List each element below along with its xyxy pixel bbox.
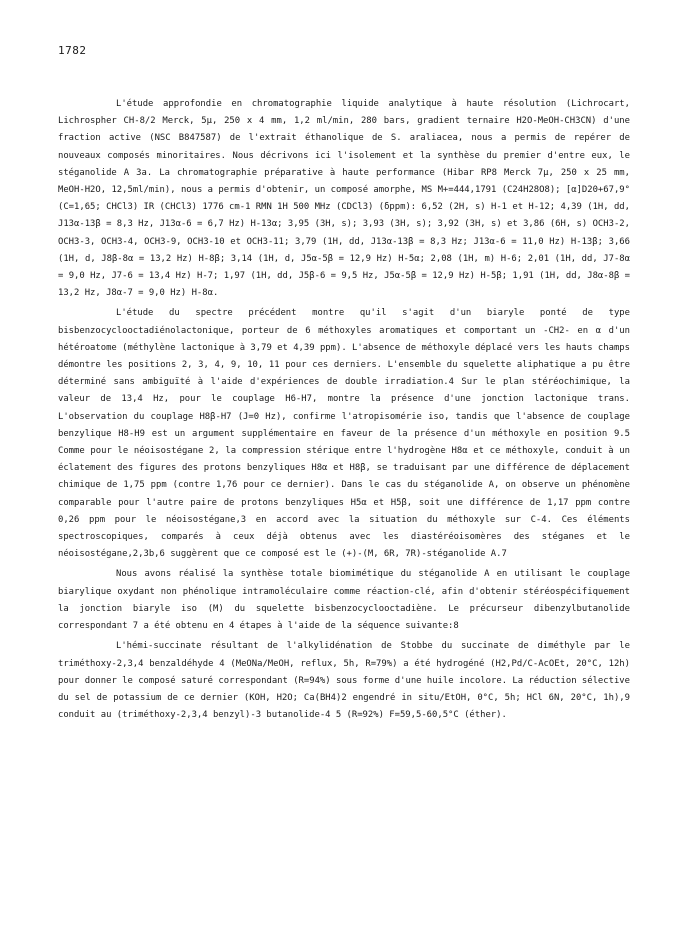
page-number: 1782	[58, 44, 87, 57]
paragraph-synthesis-intro: Nous avons réalisé la synthèse totale biomimétique du stéganolide A en utilisant le couplage biarylique oxydant non phénolique intramoléculaire comme réaction-clé, afin d'obtenir stéréospécifiquement la jonction biaryle iso (M) du squelette bisbenzocyclooctadiène. Le précurseur dibenzylbutanolide correspondant 7 a été obtenu en 4 étapes à l'aide de la séquence suivante:8	[58, 569, 630, 632]
paragraph-synthesis-steps: L'hémi-succinate résultant de l'alkylidénation de Stobbe du succinate de diméthyle par le triméthoxy-2,3,4 benzaldéhyde 4 (MeONa/MeOH, reflux, 5h, R=79%) a été hydrogéné (H2,Pd/C-AcOEt, 20°C, 12h) pour donner le composé saturé correspondant (R=94%) sous forme d'une huile incolore. La réduction sélective du sel de potassium de ce dernier (KOH, H2O; Ca(BH4)2 engendré in situ/EtOH, 0°C, 5h; HCl 6N, 20°C, 1h),9 conduit au (triméthoxy-2,3,4 benzyl)-3 butanolide-4 5 (R=92%) F=59,5-60,5°C (éther).	[58, 641, 630, 721]
paragraph-spectrum-analysis: L'étude du spectre précédent montre qu'il s'agit d'un biaryle ponté de type bisbenzocyclooctadiénolactonique, porteur de 6 méthoxyles aromatiques et comportant un -CH2- en α d'un hétéroatome (méthylène lactonique à 3,79 et 4,39 ppm). L'absence de méthoxyle déplacé vers les hauts champs démontre les positions 2, 3, 4, 9, 10, 11 pour ces derniers. L'ensemble du squelette aliphatique a pu être déterminé sans ambiguïté à l'aide d'expériences de double irradiation.4 Sur le plan stéréochimique, la valeur de 13,4 Hz, pour le couplage H6-H7, montre la présence d'une jonction lactonique trans. L'observation du couplage H8β-H7 (J=0 Hz), confirme l'atropisomérie iso, tandis que l'absence de couplage benzylique H8-H9 est un argument supplémentaire en faveur de la présence d'un méthoxyle en position 9.5 Comme pour le néoisostégane 2, la compression stérique entre l'hydrogène H8α et ce méthoxyle, conduit à un éclatement des figures des protons benzyliques H8α et H8β, se traduisant par une différence de déplacement chimique de 1,75 ppm (contre 1,76 pour ce dernier). Dans le cas du stéganolide A, on observe un phénomène comparable pour l'autre paire de protons benzyliques H5α et H5β, soit une différence de 1,17 ppm contre 0,26 ppm pour le néoisostégane,3 en accord avec la situation du méthoxyle sur C-4. Ces éléments spectroscopiques, comparés à ceux déjà obtenus avec les diastéréoisomères des stéganes et le néoisostégane,2,3b,6 suggèrent que ce composé est le (+)-(M, 6R, 7R)-stéganolide A.7	[58, 308, 630, 560]
body-text	[58, 96, 630, 727]
paragraph-isolation: L'étude approfondie en chromatographie liquide analytique à haute résolution (Lichrocart, Lichrospher CH-8/2 Merck, 5μ, 250 x 4 mm, 1,2 ml/min, 280 bars, gradient ternaire H2O-MeOH-CH3CN) d'une fraction active (NSC B847587) de l'extrait éthanolique de S. araliacea, nous a permis de repérer de nouveaux composés minoritaires. Nous décrivons ici l'isolement et la synthèse du premier d'entre eux, le stéganolide A 3a. La chromatographie préparative à haute performance (Hibar RP8 Merck 7μ, 250 x 25 mm, MeOH-H2O, 12,5ml/min), nous a permis d'obtenir, un composé amorphe, MS M+=444,1791 (C24H28O8); [α]D20+67,9° (C=1,65; CHCl3) IR (CHCl3) 1776 cm-1 RMN 1H 500 MHz (CDCl3) (δppm): 6,52 (2H, s) H-1 et H-12; 4,39 (1H, dd, J13α-13β = 8,3 Hz, J13α-6 = 6,7 Hz) H-13α; 3,95 (3H, s); 3,93 (3H, s); 3,92 (3H, s) et 3,86 (6H, s) OCH3-2, OCH3-3, OCH3-4, OCH3-9, OCH3-10 et OCH3-11; 3,79 (1H, dd, J13α-13β = 8,3 Hz; J13α-6 = 11,0 Hz) H-13β; 3,66 (1H, d, J8β-8α = 13,2 Hz) H-8β; 3,14 (1H, d, J5α-5β = 12,9 Hz) H-5α; 2,08 (1H, m) H-6; 2,01 (1H, dd, J7-8α = 9,0 Hz, J7-6 = 13,4 Hz) H-7; 1,97 (1H, dd, J5β-6 = 9,5 Hz, J5α-5β = 12,9 Hz) H-5β; 1,91 (1H, dd, J8α-8β = 13,2 Hz, J8α-7 = 9,0 Hz) H-8α.	[58, 99, 630, 299]
